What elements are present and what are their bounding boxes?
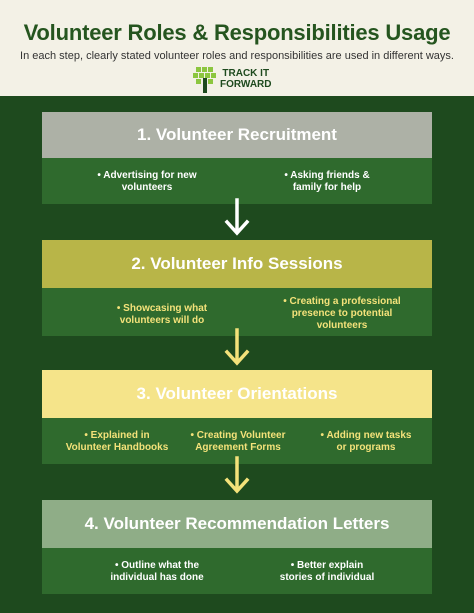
arrow-down-icon — [224, 456, 250, 496]
track-it-forward-logo — [193, 66, 293, 94]
step-3-item-2: • Creating Volunteer Agreement Forms — [190, 430, 286, 453]
step-1-item-2: • Asking friends & family for help — [284, 170, 370, 193]
step-3-item-3: • Adding new tasks or programs — [320, 430, 412, 453]
header — [0, 0, 474, 96]
step-3-header: 3. Volunteer Orientations — [42, 370, 432, 418]
step-2-header: 2. Volunteer Info Sessions — [42, 240, 432, 288]
step-1-header: 1. Volunteer Recruitment — [42, 112, 432, 158]
step-2-item-2: • Creating a professional presence to potential volunteers — [283, 296, 401, 331]
step-4-item-1: • Outline what the individual has done — [110, 560, 204, 583]
tree-icon — [193, 67, 217, 93]
page-title: Volunteer Roles & Responsibilities Usage — [23, 20, 451, 45]
logo-line-1: TRACK IT — [222, 68, 270, 79]
arrow-down-icon — [224, 328, 250, 368]
logo-line-2: FORWARD — [220, 79, 272, 90]
step-3-item-1: • Explained in Volunteer Handbooks — [65, 430, 169, 453]
step-1-item-1: • Advertising for new volunteers — [97, 170, 197, 193]
step-2-item-1: • Showcasing what volunteers will do — [116, 303, 208, 326]
logo-text — [220, 68, 271, 90]
step-4-body — [42, 548, 432, 594]
page-subtitle: In each step, clearly stated volunteer roles and responsibilities are used in different ways. — [20, 50, 454, 62]
arrow-down-icon — [224, 198, 250, 238]
step-4-header: 4. Volunteer Recommendation Letters — [42, 500, 432, 548]
step-4-item-2: • Better explain stories of individual — [279, 560, 375, 583]
